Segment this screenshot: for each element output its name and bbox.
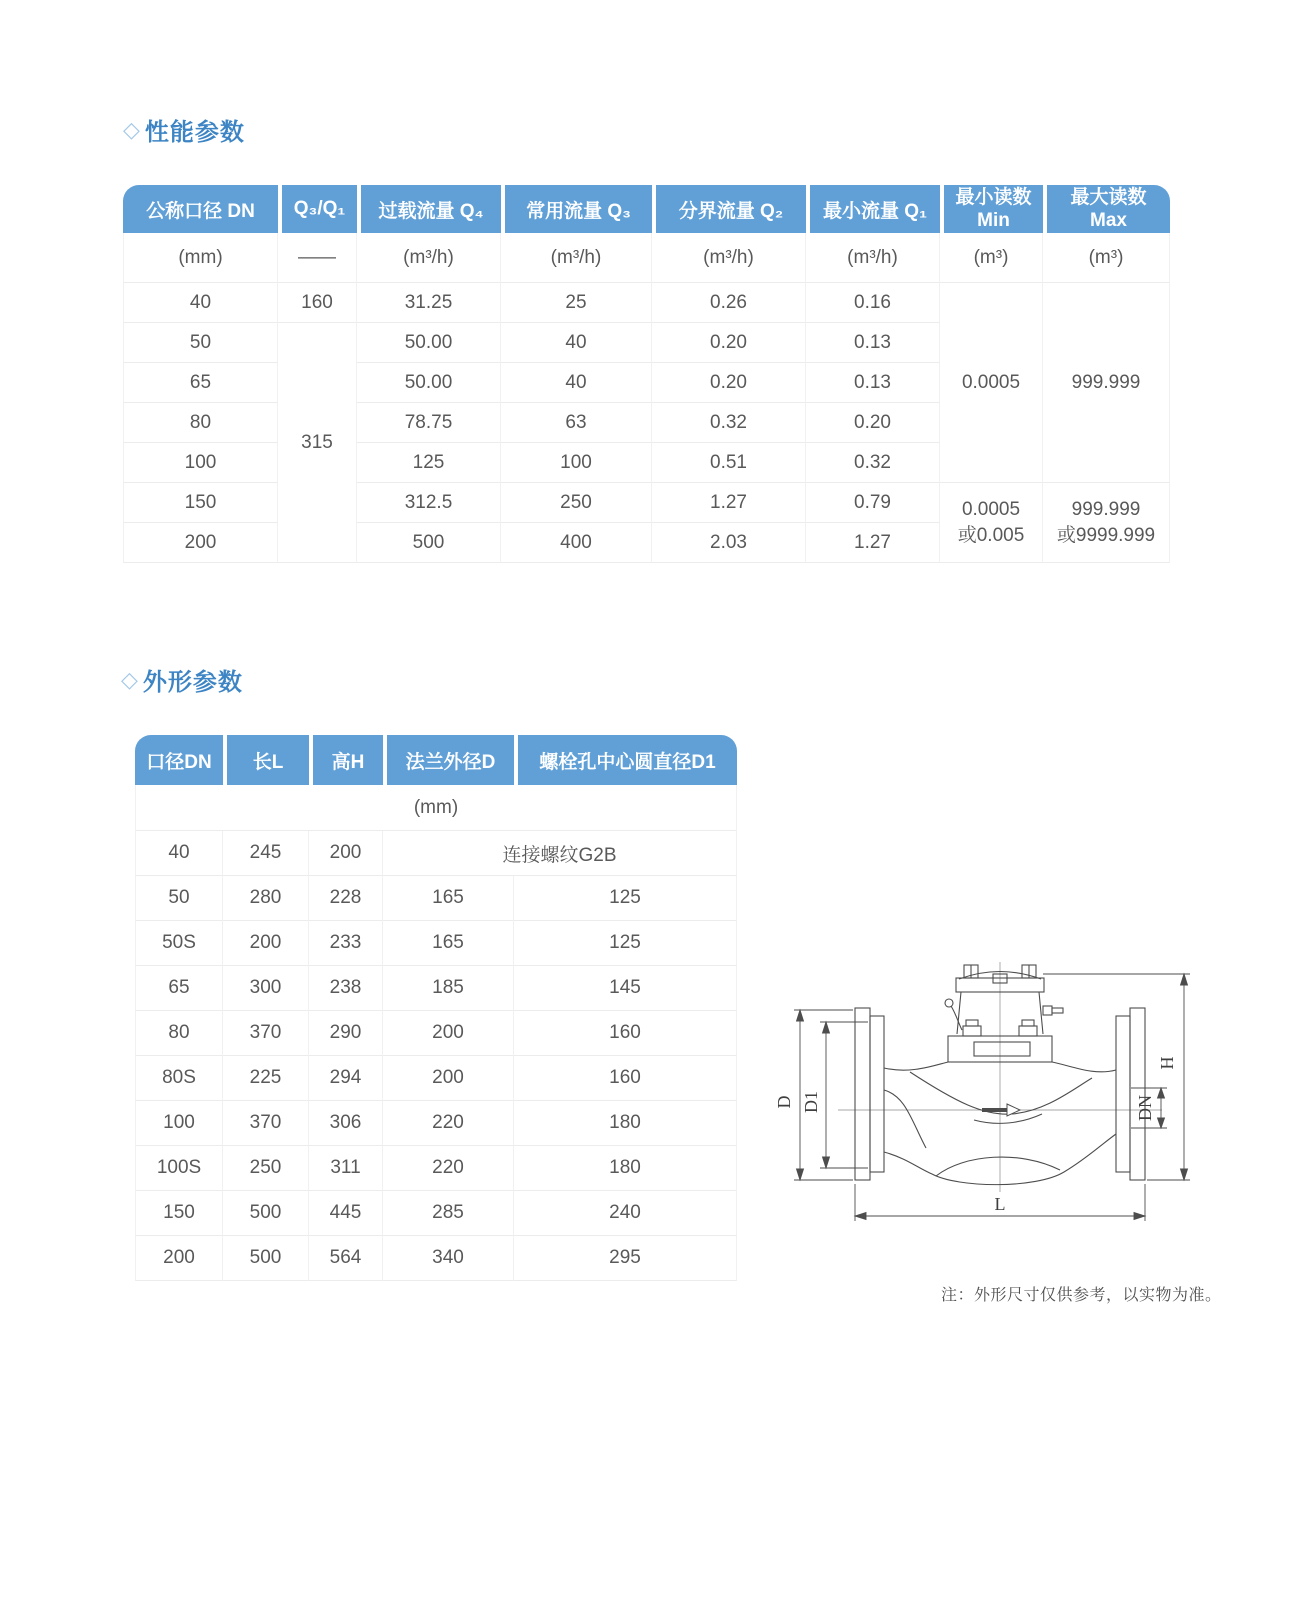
table-cell: 0.13 [806, 323, 940, 363]
unit-cell: (m³/h) [806, 233, 940, 283]
column-header-min-flow: 最小流量 Q₁ [806, 185, 940, 233]
unit-cell: (mm) [135, 785, 737, 831]
unit-cell: (m³) [940, 233, 1043, 283]
drawing-note: 注：外形尺寸仅供参考，以实物为准。 [941, 1287, 1222, 1304]
dim-label-l: L [994, 1194, 1006, 1214]
table-cell: 0.32 [806, 443, 940, 483]
table-row [135, 1191, 737, 1236]
table-cell: 165 [383, 921, 514, 966]
table-cell: 0.51 [652, 443, 806, 483]
table-cell: 185 [383, 966, 514, 1011]
table-row [123, 283, 1170, 323]
table-cell: 306 [309, 1101, 383, 1146]
table-cell: 294 [309, 1056, 383, 1101]
table-cell: 80 [135, 1011, 223, 1056]
table-cell-merged: 999.999 [1043, 283, 1170, 483]
table-cell: 564 [309, 1236, 383, 1281]
table-cell: 50 [135, 876, 223, 921]
table-cell: 0.20 [652, 363, 806, 403]
table-cell: 0.26 [652, 283, 806, 323]
table-row [135, 1011, 737, 1056]
unit-cell: (m³/h) [652, 233, 806, 283]
meter-technical-drawing [760, 858, 1200, 1268]
table-cell: 0.20 [806, 403, 940, 443]
reading-value-line: 或0.005 [957, 524, 1025, 546]
table-cell: 0.20 [652, 323, 806, 363]
table-cell: 445 [309, 1191, 383, 1236]
table-cell: 40 [501, 323, 652, 363]
table-units-row [135, 785, 737, 831]
table-cell: 225 [223, 1056, 309, 1101]
table-header-row [135, 735, 737, 785]
table-cell: 0.16 [806, 283, 940, 323]
table-cell-thread-note: 连接螺纹G2B [383, 831, 737, 876]
table-cell: 250 [501, 483, 652, 523]
table-cell: 0.79 [806, 483, 940, 523]
table-cell: 300 [223, 966, 309, 1011]
table-cell: 150 [123, 483, 278, 523]
table-cell: 2.03 [652, 523, 806, 563]
table-cell: 180 [514, 1101, 737, 1146]
table-cell: 78.75 [357, 403, 501, 443]
table-cell: 340 [383, 1236, 514, 1281]
table-cell: 280 [223, 876, 309, 921]
table-cell: 160 [278, 283, 357, 323]
table-cell: 80 [123, 403, 278, 443]
table-row [135, 1101, 737, 1146]
table-cell: 200 [383, 1056, 514, 1101]
section-title-text: 性能参数 [144, 119, 245, 146]
table-cell: 220 [383, 1146, 514, 1191]
column-header-dn: 口径DN [135, 735, 223, 785]
table-cell: 50.00 [357, 323, 501, 363]
table-row [135, 1146, 737, 1191]
column-header-line: 最小读数 [955, 187, 1032, 208]
table-cell: 0.13 [806, 363, 940, 403]
table-units-row [123, 233, 1170, 283]
column-header-ratio: Q₃/Q₁ [278, 185, 357, 233]
table-cell: 1.27 [806, 523, 940, 563]
section-title-dimensions [121, 662, 243, 697]
table-cell: 40 [501, 363, 652, 403]
table-cell: 400 [501, 523, 652, 563]
dim-label-d1: D1 [801, 1091, 821, 1113]
diamond-bullet-icon: ◇ [123, 116, 141, 142]
table-cell: 40 [135, 831, 223, 876]
table-cell: 160 [514, 1011, 737, 1056]
unit-cell: —— [278, 233, 357, 283]
table-cell: 125 [357, 443, 501, 483]
table-cell: 240 [514, 1191, 737, 1236]
table-cell: 80S [135, 1056, 223, 1101]
column-header-overload-flow: 过载流量 Q₄ [357, 185, 501, 233]
section-title-performance [123, 112, 245, 147]
table-cell: 125 [514, 921, 737, 966]
table-row [135, 921, 737, 966]
column-header-max-reading [1043, 185, 1170, 233]
table-cell-merged [940, 483, 1043, 563]
table-cell: 100 [135, 1101, 223, 1146]
table-cell: 200 [123, 523, 278, 563]
table-cell: 500 [357, 523, 501, 563]
table-cell: 290 [309, 1011, 383, 1056]
table-cell: 245 [223, 831, 309, 876]
table-cell: 25 [501, 283, 652, 323]
dim-label-dn: DN [1135, 1095, 1155, 1121]
column-header-height: 高H [309, 735, 383, 785]
reading-value-line: 0.0005 [961, 498, 1021, 520]
table-cell: 125 [514, 876, 737, 921]
table-cell: 50 [123, 323, 278, 363]
table-cell: 40 [123, 283, 278, 323]
table-cell: 233 [309, 921, 383, 966]
table-cell: 312.5 [357, 483, 501, 523]
table-cell: 150 [135, 1191, 223, 1236]
table-cell-merged [1043, 483, 1170, 563]
performance-table [123, 185, 1170, 563]
dimension-lines [794, 974, 1190, 1221]
column-header-common-flow: 常用流量 Q₃ [501, 185, 652, 233]
dimensions-table [135, 735, 737, 1281]
column-header-line: 最大读数 [1070, 187, 1147, 208]
table-cell: 200 [383, 1011, 514, 1056]
table-cell: 160 [514, 1056, 737, 1101]
table-cell: 200 [135, 1236, 223, 1281]
table-cell: 220 [383, 1101, 514, 1146]
column-header-min-reading [940, 185, 1043, 233]
table-cell: 500 [223, 1191, 309, 1236]
unit-cell: (mm) [123, 233, 278, 283]
table-cell: 200 [223, 921, 309, 966]
table-cell: 238 [309, 966, 383, 1011]
table-cell-merged: 315 [278, 323, 357, 563]
column-header-bolt-circle: 螺栓孔中心圆直径D1 [514, 735, 737, 785]
column-header-line: Max [1090, 210, 1127, 231]
column-header-flange-od: 法兰外径D [383, 735, 514, 785]
table-cell: 228 [309, 876, 383, 921]
table-cell: 50.00 [357, 363, 501, 403]
table-cell: 31.25 [357, 283, 501, 323]
table-cell: 311 [309, 1146, 383, 1191]
reading-value-line: 999.999 [1071, 498, 1141, 520]
dim-label-d: D [774, 1095, 794, 1109]
unit-cell: (m³/h) [501, 233, 652, 283]
table-cell-merged: 0.0005 [940, 283, 1043, 483]
table-row [135, 1056, 737, 1101]
table-cell: 500 [223, 1236, 309, 1281]
table-cell: 370 [223, 1101, 309, 1146]
column-header-dn: 公称口径 DN [123, 185, 278, 233]
table-row [135, 966, 737, 1011]
table-cell: 295 [514, 1236, 737, 1281]
table-cell: 180 [514, 1146, 737, 1191]
table-cell: 65 [123, 363, 278, 403]
column-header-line: Min [977, 210, 1010, 231]
table-cell: 100S [135, 1146, 223, 1191]
section-title-text: 外形参数 [142, 669, 243, 696]
table-cell: 285 [383, 1191, 514, 1236]
table-cell: 165 [383, 876, 514, 921]
table-cell: 370 [223, 1011, 309, 1056]
table-row [135, 1236, 737, 1281]
diamond-bullet-icon: ◇ [121, 666, 139, 692]
table-cell: 100 [501, 443, 652, 483]
unit-cell: (m³) [1043, 233, 1170, 283]
table-cell: 65 [135, 966, 223, 1011]
table-cell: 100 [123, 443, 278, 483]
table-row [135, 876, 737, 921]
unit-cell: (m³/h) [357, 233, 501, 283]
column-header-transitional-flow: 分界流量 Q₂ [652, 185, 806, 233]
table-cell: 0.32 [652, 403, 806, 443]
table-cell: 50S [135, 921, 223, 966]
table-cell: 250 [223, 1146, 309, 1191]
dim-label-h: H [1157, 1056, 1177, 1070]
table-header-row [123, 185, 1170, 233]
table-cell: 63 [501, 403, 652, 443]
reading-value-line: 或9999.999 [1056, 524, 1156, 546]
column-header-length: 长L [223, 735, 309, 785]
table-row [135, 831, 737, 876]
table-cell: 145 [514, 966, 737, 1011]
table-cell: 1.27 [652, 483, 806, 523]
table-cell: 200 [309, 831, 383, 876]
